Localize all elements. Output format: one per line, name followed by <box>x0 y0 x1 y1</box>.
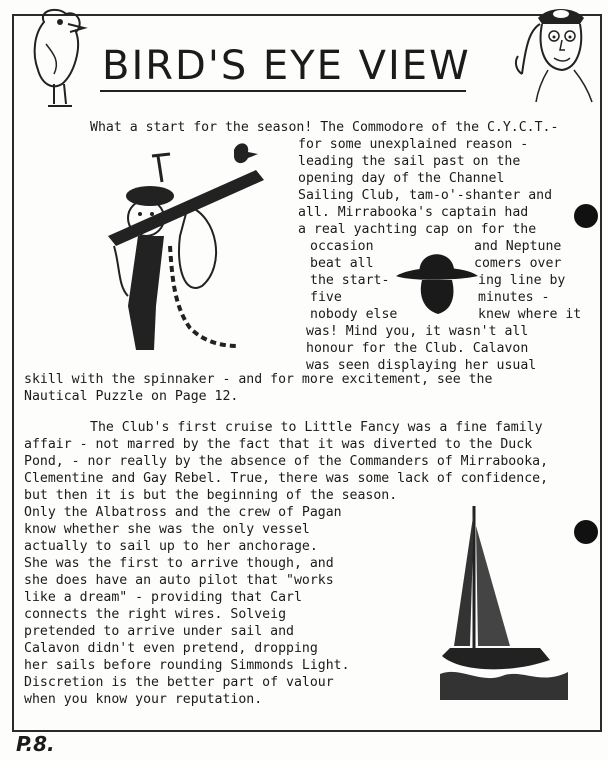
text-line: Pond, - nor really by the absence of the Commanders of Mirrabooka, <box>24 454 549 469</box>
text-line: she does have an auto pilot that "works <box>24 573 334 588</box>
text-line: comers over <box>474 256 562 271</box>
text-line: know whether she was the only vessel <box>24 522 310 537</box>
punch-hole-bottom <box>574 520 598 544</box>
text-line: Discretion is the better part of valour <box>24 675 334 690</box>
text-line: when you know your reputation. <box>24 692 263 707</box>
text-line: her sails before rounding Simmonds Light. <box>24 658 350 673</box>
sailboat-illustration <box>440 496 572 700</box>
text-line: Only the Albatross and the crew of Pagan <box>24 505 342 520</box>
text-line: the start- <box>310 273 390 288</box>
text-line: was! Mind you, it wasn't all <box>306 324 529 339</box>
page-title: BIRD'S EYE VIEW <box>102 43 471 89</box>
text-line: was seen displaying her usual <box>306 358 537 373</box>
text-line: nobody else <box>310 307 398 322</box>
text-line: for some unexplained reason - <box>298 137 529 152</box>
text-line: She was the first to arrive though, and <box>24 556 334 571</box>
text-line: like a dream" - providing that Carl <box>24 590 302 605</box>
text-line: Nautical Puzzle on Page 12. <box>24 389 239 404</box>
page-number: P.8. <box>16 732 55 756</box>
punch-hole-top <box>574 204 598 228</box>
sailor-saluting-illustration <box>512 4 598 104</box>
text-line: minutes - <box>478 290 550 305</box>
text-line: occasion <box>310 239 374 254</box>
text-line: Calavon didn't even pretend, dropping <box>24 641 318 656</box>
text-line: Sailing Club, tam-o'-shanter and <box>298 188 553 203</box>
text-line: pretended to arrive under sail and <box>24 624 294 639</box>
text-line: What a start for the season! The Commodore of the C.Y.C.T.- <box>90 120 559 135</box>
text-line: but then it is but the beginning of the season. <box>24 488 398 503</box>
text-line: beat all <box>310 256 374 271</box>
text-line: The Club's first cruise to Little Fancy was a fine family <box>90 420 543 435</box>
text-line: a real yachting cap on for the <box>298 222 537 237</box>
text-line: honour for the Club. Calavon <box>306 341 529 356</box>
title-underline <box>100 90 466 92</box>
text-line: actually to sail up to her anchorage. <box>24 539 318 554</box>
text-line: and Neptune <box>474 239 562 254</box>
text-line: knew where it <box>478 307 582 322</box>
text-line: all. Mirrabooka's captain had <box>298 205 529 220</box>
text-line: opening day of the Channel <box>298 171 505 186</box>
commodore-cartoon <box>98 136 276 356</box>
bird-illustration <box>24 4 90 112</box>
text-line: ing line by <box>478 273 566 288</box>
neptune-silhouette <box>392 236 482 316</box>
text-line: Clementine and Gay Rebel. True, there was some lack of confidence, <box>24 471 549 486</box>
text-line: skill with the spinnaker - and for more excitement, see the <box>24 372 493 387</box>
text-line: five <box>310 290 342 305</box>
text-line: connects the right wires. Solveig <box>24 607 287 622</box>
text-line: leading the sail past on the <box>298 154 521 169</box>
text-line: affair - not marred by the fact that it was diverted to the Duck <box>24 437 533 452</box>
